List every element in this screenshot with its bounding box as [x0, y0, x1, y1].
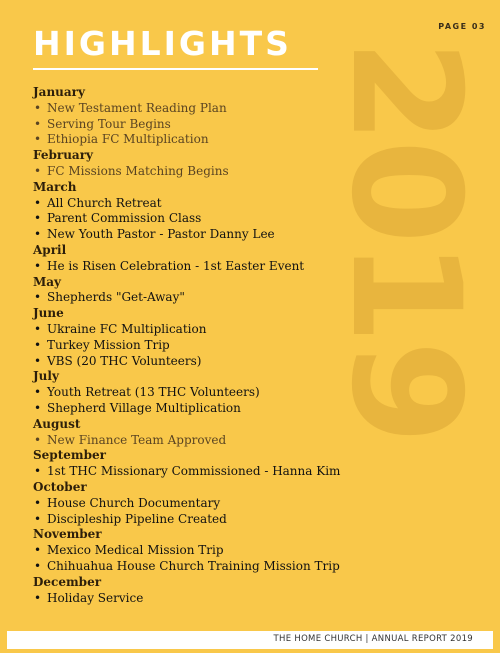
- month-section-september: [33, 448, 343, 480]
- highlight-item: • Shepherds "Get-Away": [33, 290, 343, 306]
- month-item-list: [33, 196, 343, 243]
- page-number: PAGE 03: [438, 22, 486, 31]
- highlight-item: • He is Risen Celebration - 1st Easter Event: [33, 259, 343, 275]
- highlight-item: • VBS (20 THC Volunteers): [33, 354, 343, 370]
- highlight-item: • New Testament Reading Plan: [33, 101, 343, 117]
- month-item-list: [33, 433, 343, 449]
- highlight-item: • Holiday Service: [33, 591, 343, 607]
- month-section-november: [33, 527, 343, 574]
- title-divider: [33, 68, 318, 70]
- month-section-october: [33, 480, 343, 527]
- month-heading: October: [33, 479, 87, 494]
- month-item-list: [33, 385, 343, 417]
- month-section-april: [33, 243, 343, 275]
- footer-bar: [7, 631, 493, 649]
- month-item-list: [33, 464, 343, 480]
- footer-text: THE HOME CHURCH | ANNUAL REPORT 2019: [273, 634, 473, 644]
- month-item-list: [33, 322, 343, 369]
- highlight-item: • 1st THC Missionary Commissioned - Hanna Kim: [33, 464, 343, 480]
- highlight-item: • Parent Commission Class: [33, 211, 343, 227]
- month-heading: September: [33, 448, 106, 463]
- highlight-item: • Ethiopia FC Multiplication: [33, 132, 343, 148]
- highlight-item: • New Youth Pastor - Pastor Danny Lee: [33, 227, 343, 243]
- month-heading: May: [33, 274, 62, 289]
- highlight-item: • Youth Retreat (13 THC Volunteers): [33, 385, 343, 401]
- highlight-item: • Serving Tour Begins: [33, 117, 343, 133]
- highlight-item: • New Finance Team Approved: [33, 433, 343, 449]
- highlight-item: • Mexico Medical Mission Trip: [33, 543, 343, 559]
- month-heading: April: [33, 242, 67, 257]
- year-watermark-text: 2019: [318, 39, 492, 441]
- month-section-january: [33, 85, 343, 148]
- page-title: HIGHLIGHTS: [33, 24, 292, 63]
- month-heading: January: [33, 85, 85, 99]
- highlight-item: • FC Missions Matching Begins: [33, 164, 343, 180]
- month-section-february: [33, 148, 343, 180]
- month-item-list: [33, 543, 343, 575]
- highlights-timeline: [33, 85, 343, 606]
- month-section-december: [33, 575, 343, 607]
- month-heading: June: [33, 306, 64, 321]
- month-section-august: [33, 417, 343, 449]
- month-item-list: [33, 496, 343, 528]
- month-section-may: [33, 275, 343, 307]
- month-heading: August: [33, 416, 81, 431]
- highlight-item: • Turkey Mission Trip: [33, 338, 343, 354]
- month-heading: March: [33, 179, 77, 194]
- highlight-item: • Chihuahua House Church Training Mission Trip: [33, 559, 343, 575]
- year-watermark: [318, 20, 492, 460]
- highlight-item: • All Church Retreat: [33, 196, 343, 212]
- month-heading: December: [33, 574, 102, 589]
- month-heading: July: [33, 369, 59, 384]
- highlight-item: • Discipleship Pipeline Created: [33, 512, 343, 528]
- highlight-item: • House Church Documentary: [33, 496, 343, 512]
- month-item-list: [33, 591, 343, 607]
- month-item-list: [33, 101, 343, 148]
- month-item-list: [33, 164, 343, 180]
- month-section-july: [33, 369, 343, 416]
- month-heading: February: [33, 148, 94, 163]
- month-section-march: [33, 180, 343, 243]
- month-item-list: [33, 290, 343, 306]
- highlight-item: • Shepherd Village Multiplication: [33, 401, 343, 417]
- month-item-list: [33, 259, 343, 275]
- highlight-item: • Ukraine FC Multiplication: [33, 322, 343, 338]
- month-heading: November: [33, 527, 102, 542]
- month-section-june: [33, 306, 343, 369]
